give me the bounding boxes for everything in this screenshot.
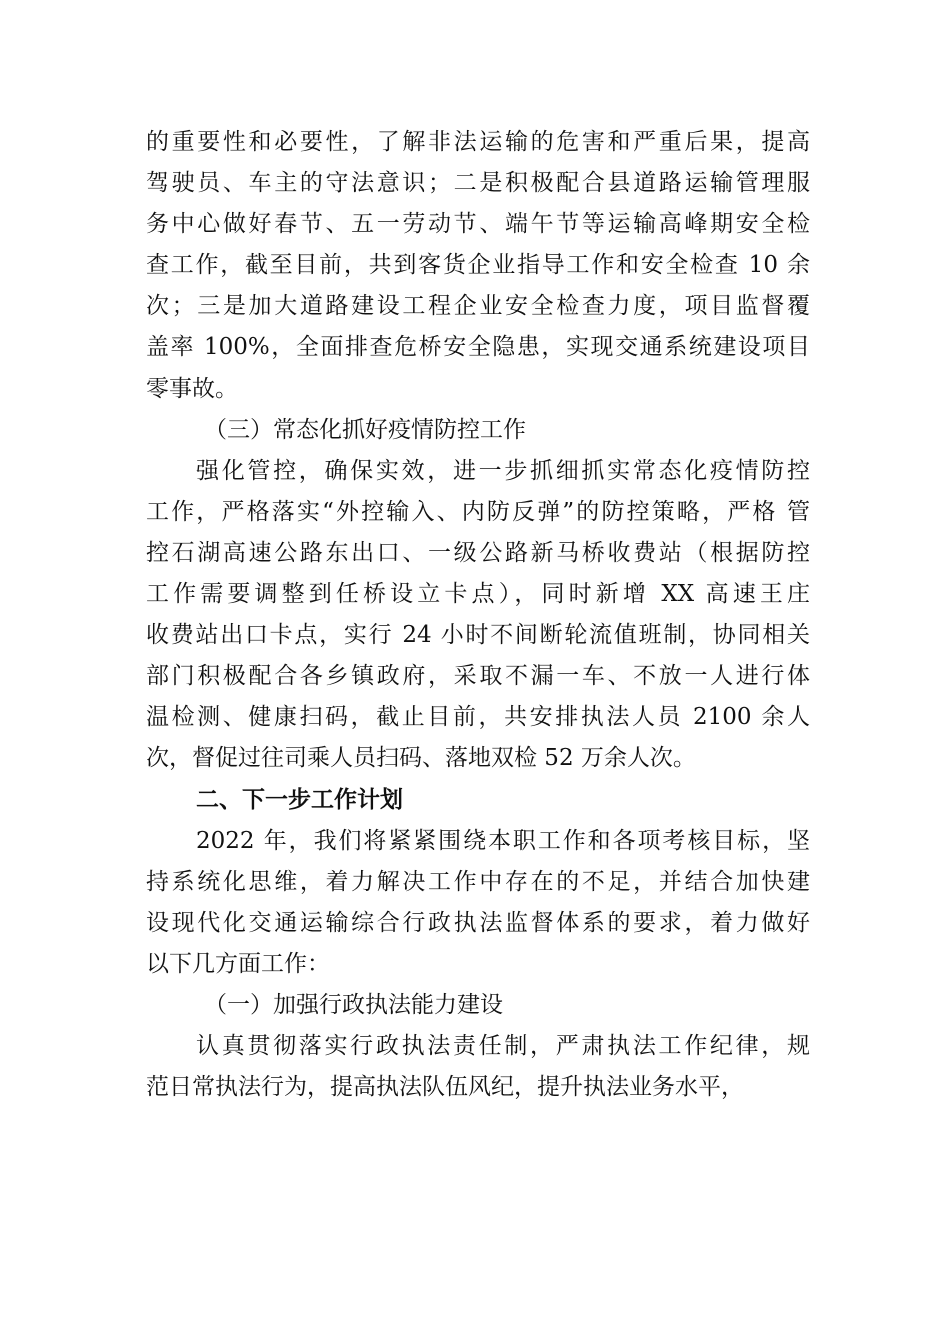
text-line: 查工作，截至目前，共到客货企业指导工作和安全检查 10 余 xyxy=(146,252,810,279)
text-line: 强化管控，确保实效，进一步抓细抓实常态化疫情防控 xyxy=(196,457,810,484)
section-heading-enforcement-capacity: （一）加强行政执法能力建设 xyxy=(204,991,503,1018)
text-line: 零事故。 xyxy=(146,375,238,402)
text-line: 驾驶员、车主的守法意识；二是积极配合县道路运输管理服 xyxy=(146,170,810,197)
part-heading-next-steps: 二、下一步工作计划 xyxy=(196,786,403,813)
text-line: 2022 年，我们将紧紧围绕本职工作和各项考核目标，坚 xyxy=(196,827,810,854)
paragraph-2022-plan xyxy=(146,821,810,985)
text-line: 控石湖高速公路东出口、一级公路新马桥收费站（根据防控 xyxy=(146,539,810,566)
text-line: 收费站出口卡点，实行 24 小时不间断轮流值班制，协同相关 xyxy=(146,622,810,649)
text-line: 工作，严格落实“外控输入、内防反弹”的防控策略，严格 管 xyxy=(146,498,810,525)
text-line: 盖率 100%，全面排查危桥安全隐患，实现交通系统建设项目 xyxy=(146,334,810,361)
paragraph-enforcement-capacity xyxy=(146,1026,810,1108)
text-line: 部门积极配合各乡镇政府，采取不漏一车、不放一人进行体 xyxy=(146,663,810,690)
text-line: 务中心做好春节、五一劳动节、端午节等运输高峰期安全检 xyxy=(146,211,810,238)
text-line: 持系统化思维，着力解决工作中存在的不足，并结合加快建 xyxy=(146,868,810,895)
text-line: 以下几方面工作： xyxy=(146,950,330,977)
text-line: 设现代化交通运输综合行政执法监督体系的要求，着力做好 xyxy=(146,909,810,936)
text-line: 工作需要调整到任桥设立卡点），同时新增 XX 高速王庄 xyxy=(146,581,810,608)
text-line: 范日常执法行为，提高执法队伍风纪，提升执法业务水平， xyxy=(146,1074,744,1101)
text-line: 温检测、健康扫码，截止目前，共安排执法人员 2100 余人 xyxy=(146,704,810,731)
text-line: 次，督促过往司乘人员扫码、落地双检 52 万余人次。 xyxy=(146,745,696,772)
paragraph-safety-inspection xyxy=(146,122,810,410)
text-line: 次；三是加大道路建设工程企业安全检查力度，项目监督覆 xyxy=(146,293,810,320)
section-heading-epidemic-control: （三）常态化抓好疫情防控工作 xyxy=(204,416,526,443)
text-line: 认真贯彻落实行政执法责任制，严肃执法工作纪律，规 xyxy=(196,1033,810,1060)
paragraph-epidemic-control xyxy=(146,451,810,780)
text-line: 的重要性和必要性，了解非法运输的危害和严重后果，提高 xyxy=(146,129,810,155)
document-body xyxy=(146,122,810,1108)
